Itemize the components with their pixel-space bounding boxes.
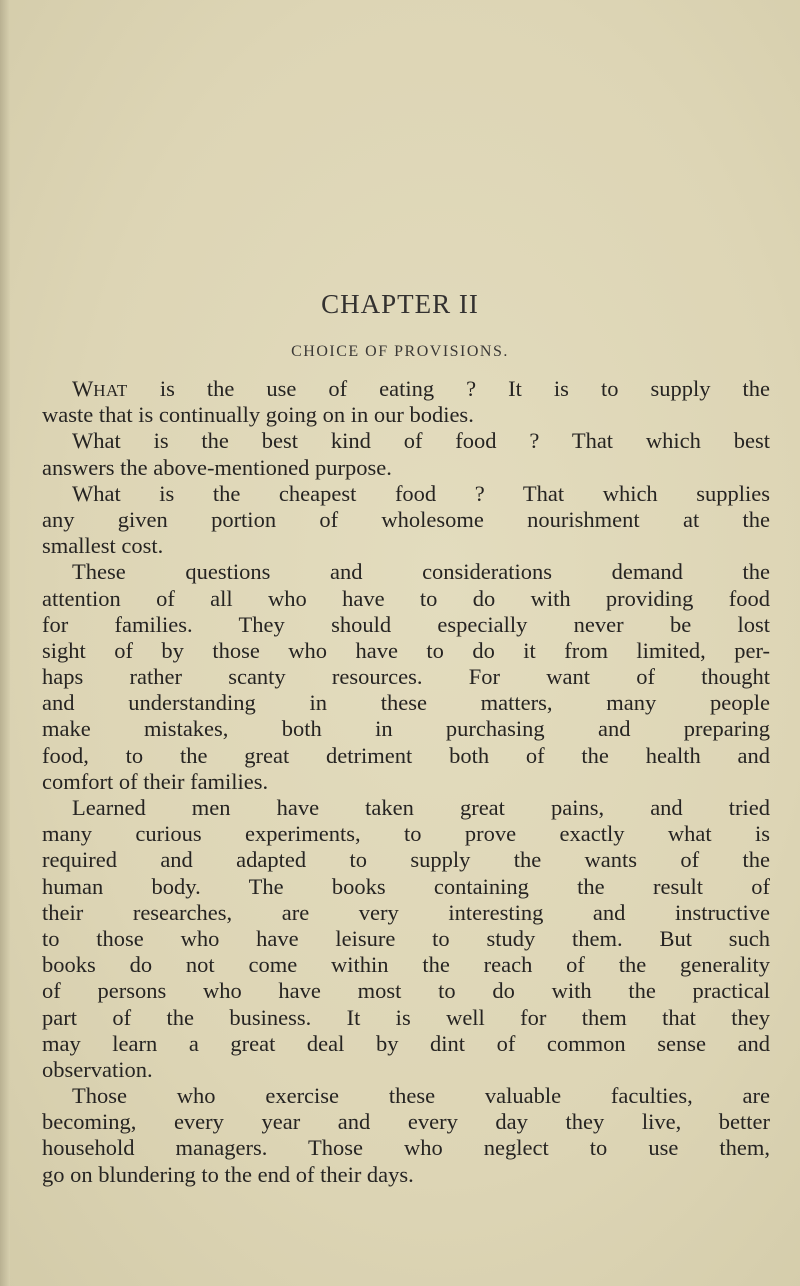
text-line-20: human body. The books containing the result of [42, 873, 770, 899]
section-title: CHOICE OF PROVISIONS. [291, 343, 509, 360]
text-line-2: waste that is continually going on in our bodies. [42, 402, 474, 428]
chapter-title: CHAPTER II [321, 289, 479, 319]
text-line-24: of persons who have most to do with the practical [42, 978, 770, 1004]
text-line-30: household managers. Those who neglect to use them, [42, 1135, 770, 1161]
text-line-1-rest: is the use of eating ? It is to supply the [127, 376, 770, 401]
text-line-25: part of the business. It is well for them that they [42, 1004, 770, 1030]
text-line-12: haps rather scanty resources. For want of thought [42, 664, 770, 690]
text-line-31: go on blundering to the end of their days. [42, 1161, 414, 1187]
text-line-1 [42, 376, 770, 402]
text-line-27: observation. [42, 1056, 153, 1082]
text-line-10: for families. They should especially never be lost [42, 611, 770, 637]
text-line-5: What is the cheapest food ? That which supplies [72, 480, 770, 506]
text-line-4: answers the above-mentioned purpose. [42, 454, 392, 480]
text-line-11: sight of by those who have to do it from limited, per- [42, 637, 770, 663]
small-caps-word: HAT [93, 381, 128, 400]
text-line-18: many curious experiments, to prove exactly what is [42, 821, 770, 847]
text-line-9: attention of all who have to do with providing food [42, 585, 770, 611]
text-line-3: What is the best kind of food ? That which best [72, 428, 770, 454]
text-line-16: comfort of their families. [42, 768, 269, 794]
text-line-8: These questions and considerations demand the [72, 559, 770, 585]
text-line-22: to those who have leisure to study them. But such [42, 925, 770, 951]
text-line-19: required and adapted to supply the wants of the [42, 847, 770, 873]
drop-letter: W [72, 376, 94, 401]
text-line-23: books do not come within the reach of the generality [42, 952, 770, 978]
text-line-6: any given portion of wholesome nourishment at the [42, 506, 770, 532]
body-text [42, 376, 770, 1188]
text-line-13: and understanding in these matters, many people [42, 690, 770, 716]
text-line-21: their researches, are very interesting and instructive [42, 899, 770, 925]
text-line-7: smallest cost. [42, 533, 164, 559]
text-line-29: becoming, every year and every day they live, better [42, 1109, 770, 1135]
text-line-14: make mistakes, both in purchasing and preparing [42, 716, 770, 742]
text-line-28: Those who exercise these valuable faculties, are [72, 1083, 770, 1109]
text-line-26: may learn a great deal by dint of common sense and [42, 1030, 770, 1056]
text-line-17: Learned men have taken great pains, and tried [72, 795, 770, 820]
text-line-15: food, to the great detriment both of the health and [42, 742, 770, 768]
page-gutter-shadow [0, 0, 10, 1286]
